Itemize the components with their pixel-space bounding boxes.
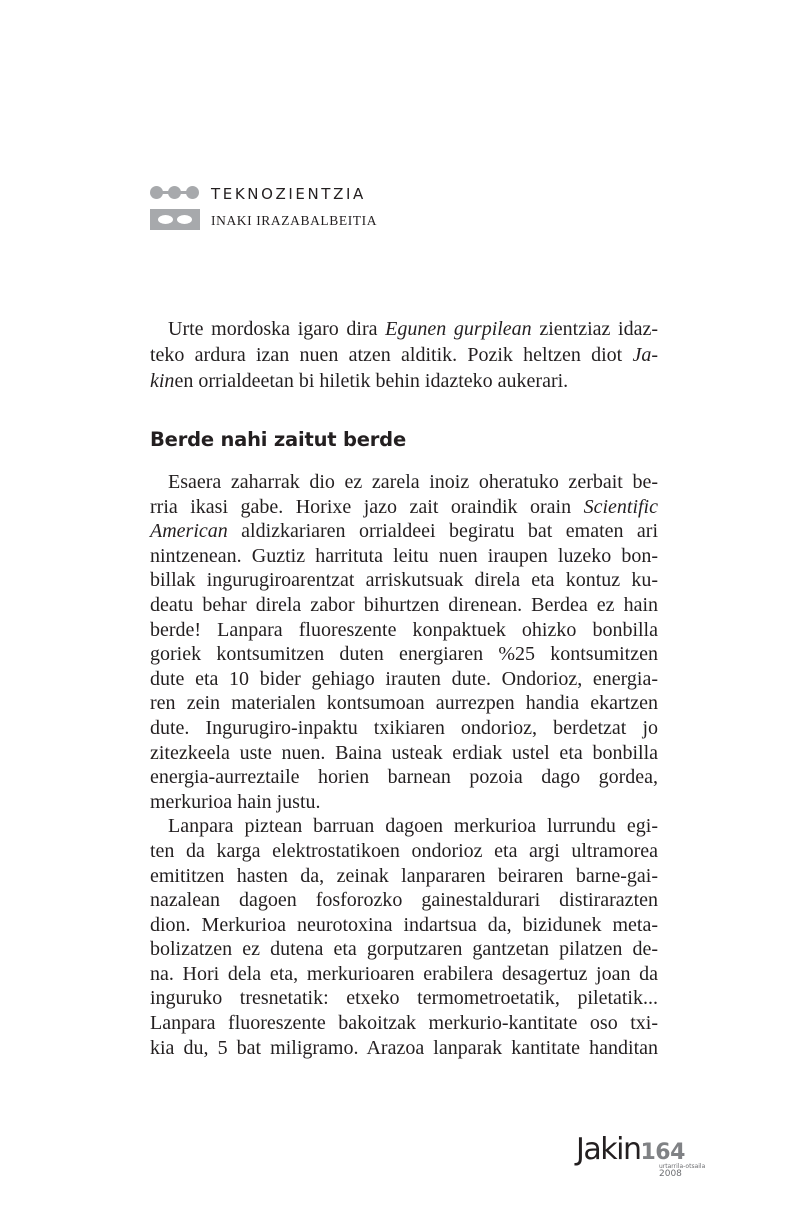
text-run: na. Hori dela eta, merkurioaren erabilera desagertuz joan da [150,962,658,985]
text-line [150,814,658,839]
text-line [150,495,658,520]
text-run: energia-aurreztaile horien barnean pozoia dago gordea, [150,766,658,789]
text-line [150,962,658,987]
journal-name: Jakin [576,1132,641,1167]
paragraph [150,814,658,1060]
text-run: zitezkeela uste nuen. Baina usteak erdiak ustel eta bonbilla [150,741,658,764]
paragraph [150,470,658,814]
text-run: en orrialdeetan bi hiletik behin idazteko aukerari. [174,370,569,392]
text-line [150,1011,658,1036]
text-run: nazalean dagoen fosforozko gainestaldurari distirarazten [150,889,658,912]
text-line [150,568,658,593]
text-line [150,691,658,716]
article-heading: Berde nahi zaitut berde [150,428,406,451]
italic-text: Ja- [632,344,658,366]
text-line [150,716,658,741]
text-line [150,888,658,913]
text-run: berde! Lanpara fluoreszente konpaktuek ohizko bonbilla [150,618,658,641]
text-run: deatu behar direla zabor bihurtzen direnean. Berdea ez hain [150,593,658,616]
text-run: teko ardura izan nuen atzen alditik. Pozik heltzen diot [150,344,633,366]
issue-period: urtarrila-otsaila [659,1163,706,1170]
author-name: INAKI IRAZABALBEITIA [211,213,378,228]
text-line [150,593,658,618]
text-line [150,986,658,1011]
text-line [150,470,658,495]
text-line [150,342,658,368]
issue-year: 2008 [659,1169,682,1179]
text-run: ren zein materialen kontsumoan aurrezpen handia ekartzen [150,692,658,715]
text-run: nintzenean. Guztiz harrituta leitu nuen iraupen luzeko bon- [150,544,658,567]
intro-paragraph [150,316,658,394]
text-line [150,937,658,962]
text-run: kia du, 5 bat miligramo. Arazoa lanparak kantitate handitan [150,1036,658,1059]
text-run: inguruko tresnetatik: etxeko termometroetatik, piletatik... [150,987,658,1010]
text-line [150,642,658,667]
text-line [150,1036,658,1061]
text-run: Lanpara piztean barruan dagoen merkurioa lurrundu egi- [168,815,658,838]
text-line [150,864,658,889]
text-line [150,765,658,790]
text-run: dute eta 10 bider gehiago irauten dute. Ondorioz, energia- [150,667,658,690]
text-line [150,519,658,544]
text-run: emititzen hasten da, zeinak lanpararen beiraren barne-gai- [150,864,658,887]
text-line [150,544,658,569]
mask-icon [150,209,200,230]
text-run: goriek kontsumitzen duten energiaren %25 kontsumitzen [150,643,658,666]
italic-text: Scientific [583,495,658,518]
article-body [150,470,658,1060]
text-line [150,316,658,342]
text-run: ten da karga elektrostatikoen ondorioz eta argi ultramorea [150,839,658,862]
text-run: bolizatzen ez dutena eta gorputzaren gantzetan pilatzen de- [150,938,658,961]
text-line [150,790,658,815]
italic-text: kin [150,370,175,392]
text-run: Esaera zaharrak dio ez zarela inoiz oheratuko zerbait be- [168,471,658,493]
journal-masthead [576,1132,685,1167]
text-run: aldizkariaren orrialdeei begiratu bat ematen ari [227,520,658,543]
text-line [150,368,658,394]
text-run: billak ingurugiroarentzat arriskutsuak direla eta kontuz ku- [150,569,658,592]
text-line [150,839,658,864]
text-run: dion. Merkurioa neurotoxina indartsua da, bizidunek meta- [150,913,658,936]
text-run: merkurioa hain justu. [150,790,321,813]
text-run: Lanpara fluoreszente bakoitzak merkurio-kantitate oso txi- [150,1012,658,1035]
text-run: dute. Ingurugiro-inpaktu txikiaren ondorioz, berdetzat jo [150,716,658,739]
section-title: TEKNOZIENTZIA [211,185,366,203]
text-run: rria ikasi gabe. Horixe jazo zait oraindik orain [150,495,584,518]
molecule-icon [150,186,200,200]
text-line [150,667,658,692]
text-line [150,913,658,938]
text-line [150,618,658,643]
italic-text: American [150,520,228,543]
issue-number: 164 [640,1140,685,1165]
italic-text: Egunen gurpilean [385,318,532,340]
text-run: Urte mordoska igaro dira [168,318,386,340]
text-run: zientziaz idaz- [531,318,658,340]
text-line [150,741,658,766]
